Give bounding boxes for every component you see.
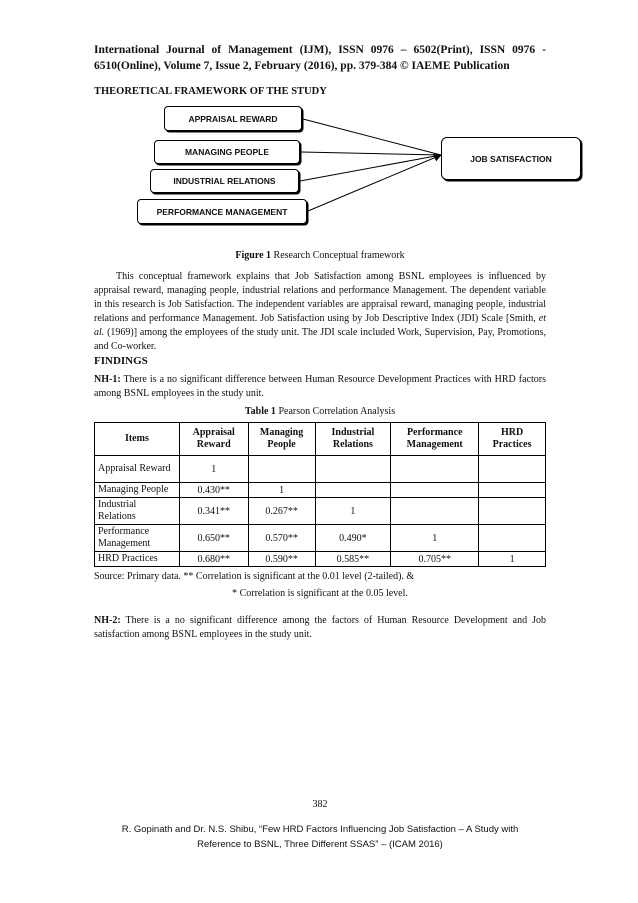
cell: 0.490* <box>315 525 391 552</box>
figure-label: Figure 1 <box>235 250 272 261</box>
table-label: Table 1 <box>244 406 276 417</box>
paragraph-text-1: This conceptual framework explains that Job Satisfaction among BSNL employees is influenced by appraisal reward, managing people, industrial relations and performance Management. The dependent variable in this research is Job Satisfaction. The independent variables are appraisal reward, managing people, industrial relations and performance Management. Job Satisfaction using by Job Descriptive Index (JDI) Scale [Smith, <box>94 271 546 324</box>
cell: 1 <box>391 525 479 552</box>
cell: 0.590** <box>248 552 315 567</box>
cell: 0.267** <box>248 498 315 525</box>
cell <box>479 525 546 552</box>
figure-caption-text: Research Conceptual framework <box>271 250 405 261</box>
row-label: Industrial Relations <box>95 498 180 525</box>
cell <box>391 498 479 525</box>
box-industrial-relations: INDUSTRIAL RELATIONS <box>150 169 299 193</box>
row-label: Appraisal Reward <box>95 456 180 483</box>
box-performance-management: PERFORMANCE MANAGEMENT <box>137 199 307 224</box>
cell: 0.341** <box>179 498 248 525</box>
header-managing-people: Managing People <box>248 423 315 456</box>
table-note: * Correlation is significant at the 0.05 level. <box>232 588 408 599</box>
header-items: Items <box>95 423 180 456</box>
cell: 0.570** <box>248 525 315 552</box>
header-hrd-practices: HRD Practices <box>479 423 546 456</box>
journal-header: International Journal of Management (IJM), ISSN 0976 – 6502(Print), ISSN 0976 - 6510(Online), Volume 7, Issue 2, February (2016), pp. 379-384 © IAEME Publication <box>94 44 546 72</box>
nh1-label: NH-1: <box>94 374 121 385</box>
box-managing-people: MANAGING PEOPLE <box>154 140 300 164</box>
cell: 1 <box>315 498 391 525</box>
table-row <box>95 552 546 567</box>
citation-footer: R. Gopinath and Dr. N.S. Shibu, “Few HRD Factors Influencing Job Satisfaction – A Study with Reference to BSNL, Three Different SSAS” – (ICAM 2016) <box>121 824 519 850</box>
nh2-text: There is a no significant difference among the factors of Human Resource Development and Job satisfaction among BSNL employees in the study unit. <box>94 615 546 640</box>
box-appraisal-reward: APPRAISAL REWARD <box>164 106 302 131</box>
table-source: Source: Primary data. ** Correlation is significant at the 0.01 level (2-tailed). & <box>94 571 415 582</box>
cell: 0.705** <box>391 552 479 567</box>
cell <box>479 456 546 483</box>
cell <box>479 498 546 525</box>
table-row <box>95 498 546 525</box>
box-job-satisfaction: JOB SATISFACTION <box>441 137 581 180</box>
row-label: Performance Management <box>95 525 180 552</box>
connector-appraisal <box>303 119 441 155</box>
connector-performance <box>308 155 441 211</box>
cell <box>391 483 479 498</box>
row-label: Managing People <box>95 483 180 498</box>
cell: 0.430** <box>179 483 248 498</box>
page-number: 382 <box>312 799 328 810</box>
table-caption-text: Pearson Correlation Analysis <box>275 406 396 417</box>
figure-caption <box>94 250 546 261</box>
cell: 1 <box>248 483 315 498</box>
nh2-label: NH-2: <box>94 615 121 626</box>
connector-industrial <box>300 155 441 181</box>
table-header-row <box>95 423 546 456</box>
hypothesis-nh2 <box>94 614 546 642</box>
row-label: HRD Practices <box>95 552 180 567</box>
table-row <box>95 456 546 483</box>
framework-diagram <box>0 0 638 240</box>
correlation-table <box>94 422 546 567</box>
paragraph-italic: et al. <box>94 313 546 338</box>
framework-paragraph <box>94 270 546 354</box>
cell: 0.680** <box>179 552 248 567</box>
cell: 1 <box>479 552 546 567</box>
cell <box>315 483 391 498</box>
cell <box>315 456 391 483</box>
table-row <box>95 525 546 552</box>
section-title: THEORETICAL FRAMEWORK OF THE STUDY <box>94 86 327 97</box>
header-industrial-relations: Industrial Relations <box>315 423 391 456</box>
table-caption <box>94 406 546 417</box>
connector-managing <box>301 152 441 155</box>
nh1-text: There is a no significant difference between Human Resource Development Practices with HRD factors among BSNL employees in the study unit. <box>94 374 546 399</box>
cell: 1 <box>179 456 248 483</box>
cell <box>479 483 546 498</box>
cell: 0.650** <box>179 525 248 552</box>
paragraph-text-2: (1969)] among the employees of the study unit. The JDI scale included Work, Supervision, Pay, Promotions, and Co-worker. <box>94 327 546 352</box>
header-performance-management: Performance Management <box>391 423 479 456</box>
findings-heading: FINDINGS <box>94 355 148 367</box>
cell <box>248 456 315 483</box>
cell: 0.585** <box>315 552 391 567</box>
cell <box>391 456 479 483</box>
table-row <box>95 483 546 498</box>
header-appraisal-reward: Appraisal Reward <box>179 423 248 456</box>
hypothesis-nh1 <box>94 373 546 401</box>
